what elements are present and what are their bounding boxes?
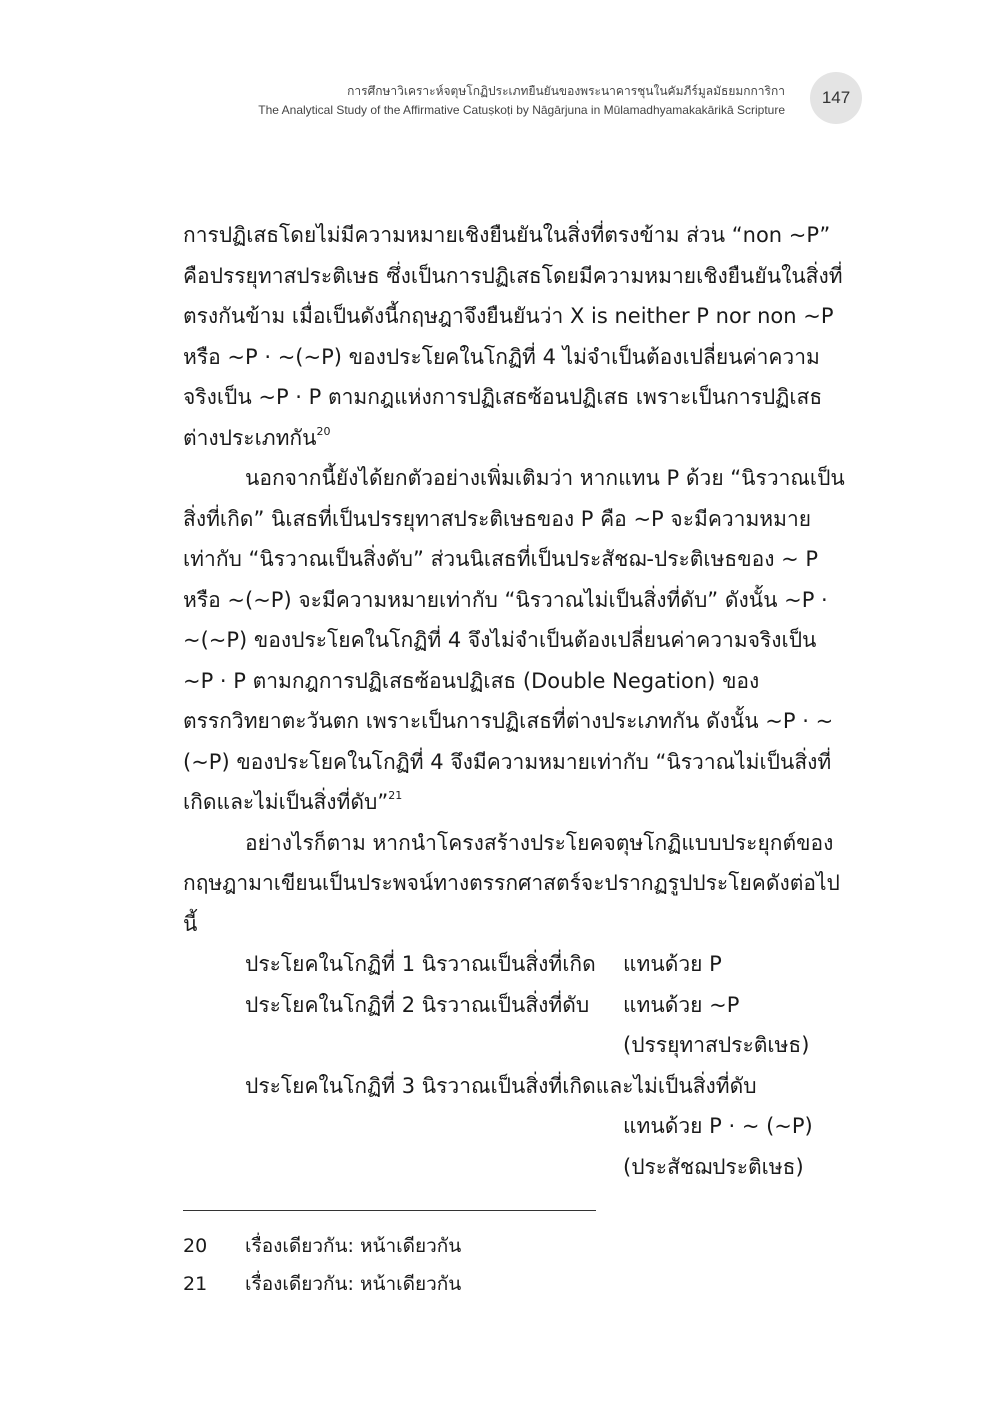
koti-list (183, 944, 846, 1187)
koti-item-2-note: (ปรรยุทาสประติเษธ) (623, 1033, 810, 1057)
footnote-21-text: เรื่องเดียวกัน: หน้าเดียวกัน (245, 1273, 462, 1295)
koti-item-3-label: ประโยคในโกฏิที่ 3 นิรวาณเป็นสิ่งที่เกิดและไม่เป็นสิ่งที่ดับ (245, 1073, 757, 1098)
paragraph-2 (183, 458, 846, 823)
footnote-ref-20[interactable]: 20 (316, 424, 331, 438)
koti-item-1-label: ประโยคในโกฏิที่ 1 นิรวาณเป็นสิ่งที่เกิด (245, 952, 596, 976)
running-header (258, 82, 785, 120)
footnote-20-number: 20 (183, 1235, 208, 1257)
footnote-ref-21[interactable]: 21 (388, 789, 403, 802)
footnote-21-number: 21 (183, 1273, 208, 1295)
paragraph-1-text: การปฏิเสธโดยไม่มีความหมายเชิงยืนยันในสิ่งที่ตรงข้าม ส่วน “non ~P” คือปรรยุทาสประติเษธ ซึ่งเป็นการปฏิเสธโดยมีความหมายเชิงยืนยันในสิ่งที่ตรงกันข้าม เมื่อเป็นดังนี้กฤษฎาจึงยืนยันว่า X is neither P nor non ~P หรือ ~P · ~(~P) ของประโยคในโกฏิที่ 4 ไม่จำเป็นต้องเปลี่ยนค่าความจริงเป็น ~P · P ตามกฎแห่งการปฏิเสธซ้อนปฏิเสธ เพราะเป็นการปฏิเสธต่างประเภทกัน (183, 223, 843, 450)
body-text (183, 215, 846, 1187)
koti-item-3-value: แทนด้วย P · ~ (~P) (623, 1114, 813, 1138)
koti-item-3 (183, 1066, 846, 1107)
footnote-20 (183, 1227, 461, 1265)
footnote-20-text: เรื่องเดียวกัน: หน้าเดียวกัน (245, 1235, 462, 1257)
koti-item-1-value: แทนด้วย P (623, 952, 722, 976)
page-number-badge: 147 (810, 72, 862, 124)
header-title-thai: การศึกษาวิเคราะห์จตุษโกฏิประเภทยืนยันของพระนาคารชุนในคัมภีร์มูลมัธยมกการิกา (347, 84, 785, 98)
koti-item-2 (183, 985, 846, 1026)
paragraph-1 (183, 215, 846, 458)
footnotes (183, 1227, 461, 1303)
footnote-21 (183, 1265, 461, 1303)
header-title-english: The Analytical Study of the Affirmative Catuṣkoṭi by Nāgārjuna in Mūlamadhyamakakārikā Scripture (258, 103, 785, 117)
paragraph-2-text: นอกจากนี้ยังได้ยกตัวอย่างเพิ่มเติมว่า หากแทน P ด้วย “นิรวาณเป็นสิ่งที่เกิด” นิเสธที่เป็นปรรยุทาสประติเษธของ P คือ ~P จะมีความหมายเท่ากับ “นิรวาณเป็นสิ่งดับ” ส่วนนิเสธที่เป็นประสัชฌ-ประติเษธของ ~ P หรือ ~(~P) จะมีความหมายเท่ากับ “นิรวาณไม่เป็นสิ่งที่ดับ” ดังนั้น ~P · ~(~P) ของประโยคในโกฏิที่ 4 จึงไม่จำเป็นต้องเปลี่ยนค่าความจริงเป็น ~P · P ตามกฎการปฏิเสธซ้อนปฏิเสธ (Double Negation) ของตรรกวิทยาตะวันตก เพราะเป็นการปฏิเสธที่ต่างประเภทกัน ดังนั้น ~P · ~(~P) ของประโยคในโกฏิที่ 4 จึงมีความหมายเท่ากับ “นิรวาณไม่เป็นสิ่งที่เกิดและไม่เป็นสิ่งที่ดับ” (183, 466, 845, 814)
paragraph-3-text: อย่างไรก็ตาม หากนำโครงสร้างประโยคจตุษโกฏิแบบประยุกต์ของกฤษฎามาเขียนเป็นประพจน์ทางตรรกศาสตร์จะปรากฏรูปประโยคดังต่อไปนี้ (183, 830, 840, 936)
koti-item-2-label: ประโยคในโกฏิที่ 2 นิรวาณเป็นสิ่งที่ดับ (245, 992, 590, 1017)
koti-item-1 (183, 944, 846, 985)
paragraph-3 (183, 823, 846, 945)
koti-item-2-value: แทนด้วย ~P (623, 992, 740, 1017)
koti-item-3-note: (ประสัชฌประติเษธ) (623, 1154, 804, 1179)
footnote-divider (183, 1210, 596, 1211)
